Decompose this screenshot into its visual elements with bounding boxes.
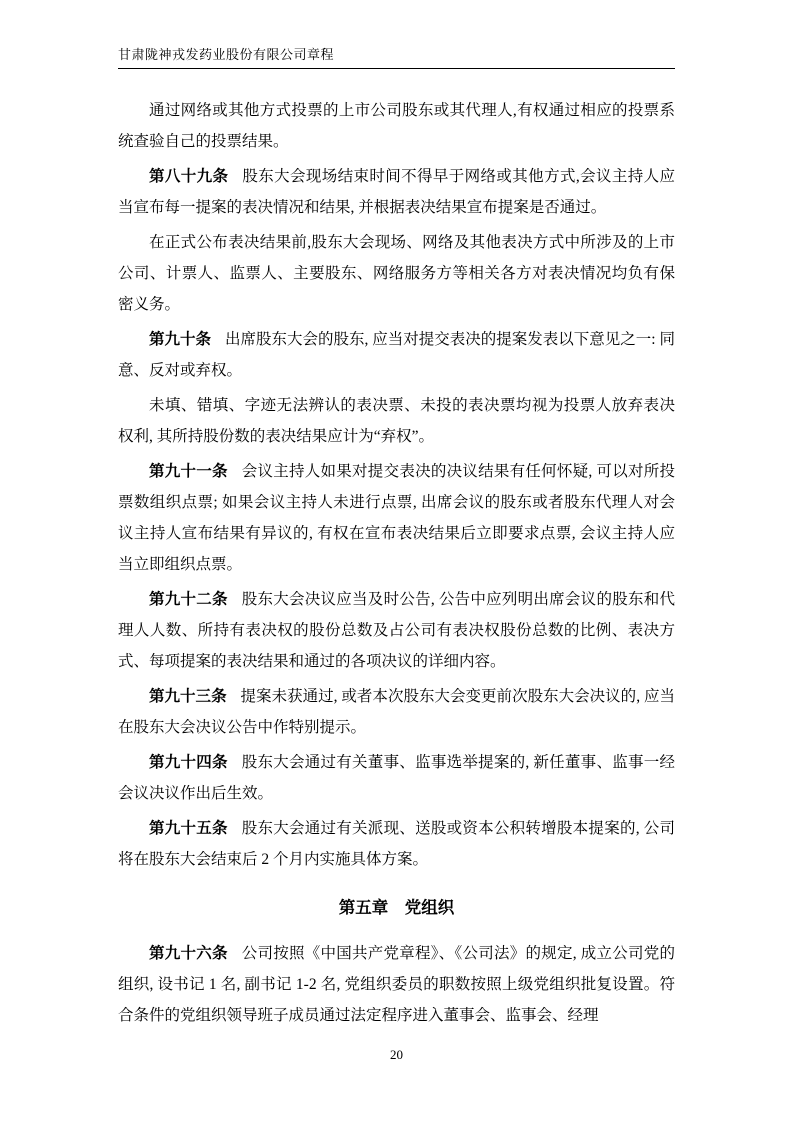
paragraph: 第九十六条 公司按照《中国共产党章程》、《公司法》的规定, 成立公司党的组织, 设书记 1 名, 副书记 1-2 名, 党组织委员的职数按照上级党组织批复设置。符合条件的党组织领导班子成员通过法定程序进入董事会、监事会、经理	[118, 945, 675, 1024]
paragraph: 第九十二条 股东大会决议应当及时公告, 公告中应列明出席会议的股东和代理人人数、所持有表决权的股份总数及占公司有表决权股份总数的比例、表决方式、每项提案的表决结果和通过的各项决议的详细内容。	[118, 591, 675, 670]
paragraph: 第九十一条 会议主持人如果对提交表决的决议结果有任何怀疑, 可以对所投票数组织点票; 如果会议主持人未进行点票, 出席会议的股东或者股东代理人对会议主持人宣布结果有异议的, 有权在宣布表决结果后立即要求点票, 会议主持人应当立即组织点票。	[118, 463, 675, 573]
paragraph: 第八十九条 股东大会现场结束时间不得早于网络或其他方式,会议主持人应当宣布每一提案的表决情况和结果, 并根据表决结果宣布提案是否通过。	[118, 168, 675, 216]
paragraph: 未填、错填、字迹无法辨认的表决票、未投的表决票均视为投票人放弃表决权利, 其所持股份数的表决结果应计为“弃权”。	[118, 397, 675, 445]
page-footer	[0, 1046, 793, 1064]
paragraph: 在正式公布表决结果前,股东大会现场、网络及其他表决方式中所涉及的上市公司、计票人、监票人、主要股东、网络服务方等相关各方对表决情况均负有保密义务。	[118, 234, 675, 313]
paragraph: 第九十五条 股东大会通过有关派现、送股或资本公积转增股本提案的, 公司将在股东大会结束后 2 个月内实施具体方案。	[118, 820, 675, 868]
article-number: 第九十条	[149, 331, 212, 348]
paragraph: 通过网络或其他方式投票的上市公司股东或其代理人,有权通过相应的投票系统查验自己的投票结果。	[118, 102, 675, 150]
article-number: 第八十九条	[149, 168, 229, 185]
article-number: 第九十六条	[149, 945, 228, 962]
header-title: 甘肃陇神戎发药业股份有限公司章程	[118, 47, 335, 62]
article-number: 第九十三条	[149, 688, 227, 705]
article-number: 第九十五条	[149, 820, 228, 837]
page-header	[118, 44, 675, 69]
paragraph: 第九十四条 股东大会通过有关董事、监事选举提案的, 新任董事、监事一经会议决议作出后生效。	[118, 754, 675, 802]
article-number: 第九十四条	[149, 754, 228, 771]
chapter-heading: 第五章 党组织	[338, 898, 455, 917]
article-number: 第九十二条	[149, 591, 228, 608]
document-body	[118, 69, 675, 1031]
page-number: 20	[390, 1047, 403, 1062]
paragraph: 第九十条 出席股东大会的股东, 应当对提交表决的提案发表以下意见之一: 同意、反对或弃权。	[118, 331, 675, 379]
article-number: 第九十一条	[149, 463, 228, 480]
paragraph: 第九十三条 提案未获通过, 或者本次股东大会变更前次股东大会决议的, 应当在股东大会决议公告中作特别提示。	[118, 688, 675, 736]
